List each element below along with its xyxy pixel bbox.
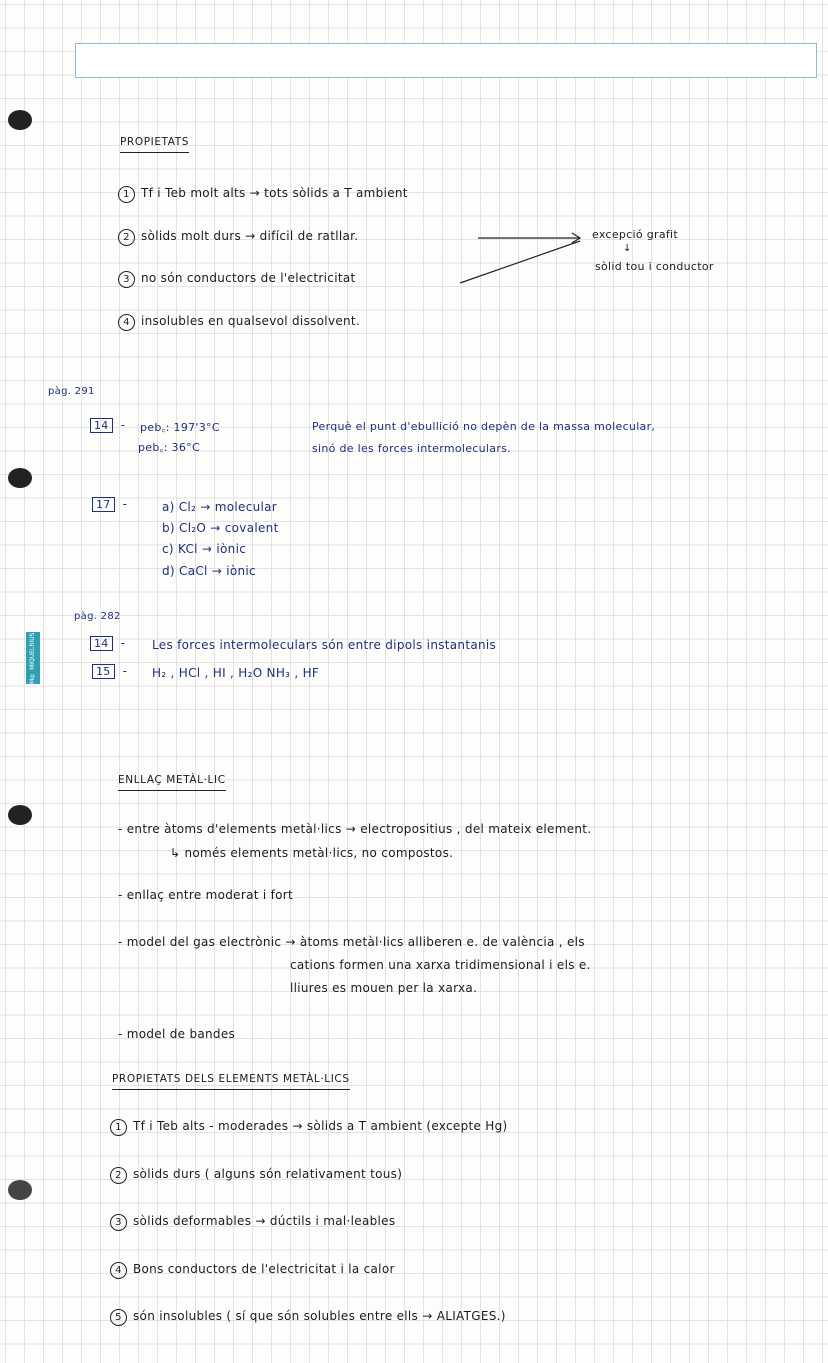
- item-text: Bons conductors de l'electricitat i la calor: [133, 1262, 395, 1276]
- item-text: sòlids deformables → dúctils i mal·leables: [133, 1214, 396, 1228]
- item-text: no són conductors de l'electricitat: [141, 271, 356, 285]
- item-number: 5: [110, 1309, 127, 1326]
- note-line: ↳ només elements metàl·lics, no compostos.: [170, 846, 454, 860]
- item-text: sòlids molt durs → difícil de ratllar.: [141, 229, 359, 243]
- boiling-point-2: peb꜀: 36°C: [138, 441, 200, 454]
- item-number: 4: [118, 314, 135, 331]
- list-item: [110, 1262, 395, 1279]
- item-number: 1: [118, 186, 135, 203]
- item-text: Tf i Teb molt alts → tots sòlids a T ambient: [141, 186, 408, 200]
- note-line: - enllaç entre moderat i fort: [118, 888, 294, 902]
- exercise-number: 14: [90, 636, 113, 651]
- page-ref: pàg. 291: [48, 386, 95, 397]
- answer-item: b) Cl₂O → covalent: [162, 521, 279, 535]
- item-number: 2: [118, 229, 135, 246]
- exercise-14b: [90, 636, 125, 651]
- exception-detail: sòlid tou i conductor: [595, 260, 714, 273]
- list-item: [110, 1119, 508, 1136]
- item-number: 3: [118, 271, 135, 288]
- answer-item: d) CaCl → iònic: [162, 564, 256, 578]
- exercise-number: 17: [92, 497, 115, 512]
- dash: -: [120, 636, 126, 650]
- answer-item: a) Cl₂ → molecular: [162, 500, 278, 514]
- list-item: [110, 1214, 395, 1231]
- brand-logo: M® MIQUELRIUS: [26, 632, 40, 684]
- note-line: - model de bandes: [118, 1027, 236, 1041]
- item-text: sòlids durs ( alguns són relativament tous): [133, 1167, 403, 1181]
- dash: -: [122, 497, 128, 511]
- boiling-point-1: peb꜀: 197'3°C: [140, 421, 220, 434]
- dash: -: [122, 664, 128, 678]
- item-text: són insolubles ( sí que són solubles entre ells → ALIATGES.): [133, 1309, 506, 1323]
- list-item: [110, 1167, 402, 1184]
- item-number: 1: [110, 1119, 127, 1136]
- answer-line: sinó de les forces intermoleculars.: [312, 442, 511, 455]
- note-line: lliures es mouen per la xarxa.: [290, 981, 478, 995]
- item-number: 4: [110, 1262, 127, 1279]
- down-arrow-icon: ↓: [623, 243, 632, 254]
- answer-line: Perquè el punt d'ebullició no depèn de la massa molecular,: [312, 420, 656, 433]
- exercise-number: 14: [90, 418, 113, 433]
- note-line: cations formen una xarxa tridimensional i els e.: [290, 958, 591, 972]
- exercise-number: 15: [92, 664, 115, 679]
- exercise-15: [92, 664, 127, 679]
- note-line: - model del gas electrònic → àtoms metàl·lics alliberen e. de valència , els: [118, 935, 585, 949]
- list-item: [110, 1309, 506, 1326]
- answer-line: H₂ , HCl , HI , H₂O NH₃ , HF: [152, 666, 320, 680]
- section-title: ENLLAÇ METÀL·LIC: [118, 774, 226, 791]
- answer-line: Les forces intermoleculars són entre dipols instantanis: [152, 638, 497, 652]
- exercise-14: [90, 418, 125, 433]
- item-text: insolubles en qualsevol dissolvent.: [141, 314, 361, 328]
- section-title: PROPIETATS DELS ELEMENTS METÀL·LICS: [112, 1073, 350, 1090]
- exercise-17: [92, 497, 127, 512]
- dash: -: [120, 418, 126, 432]
- note-line: - entre àtoms d'elements metàl·lics → electropositius , del mateix element.: [118, 822, 592, 836]
- answer-item: c) KCl → iònic: [162, 542, 247, 556]
- section-title: PROPIETATS: [120, 136, 189, 153]
- page-ref: pàg. 282: [74, 611, 121, 622]
- item-text: Tf i Teb alts - moderades → sòlids a T ambient (excepte Hg): [133, 1119, 508, 1133]
- item-number: 2: [110, 1167, 127, 1184]
- exception-note: excepció grafit: [592, 228, 679, 241]
- item-number: 3: [110, 1214, 127, 1231]
